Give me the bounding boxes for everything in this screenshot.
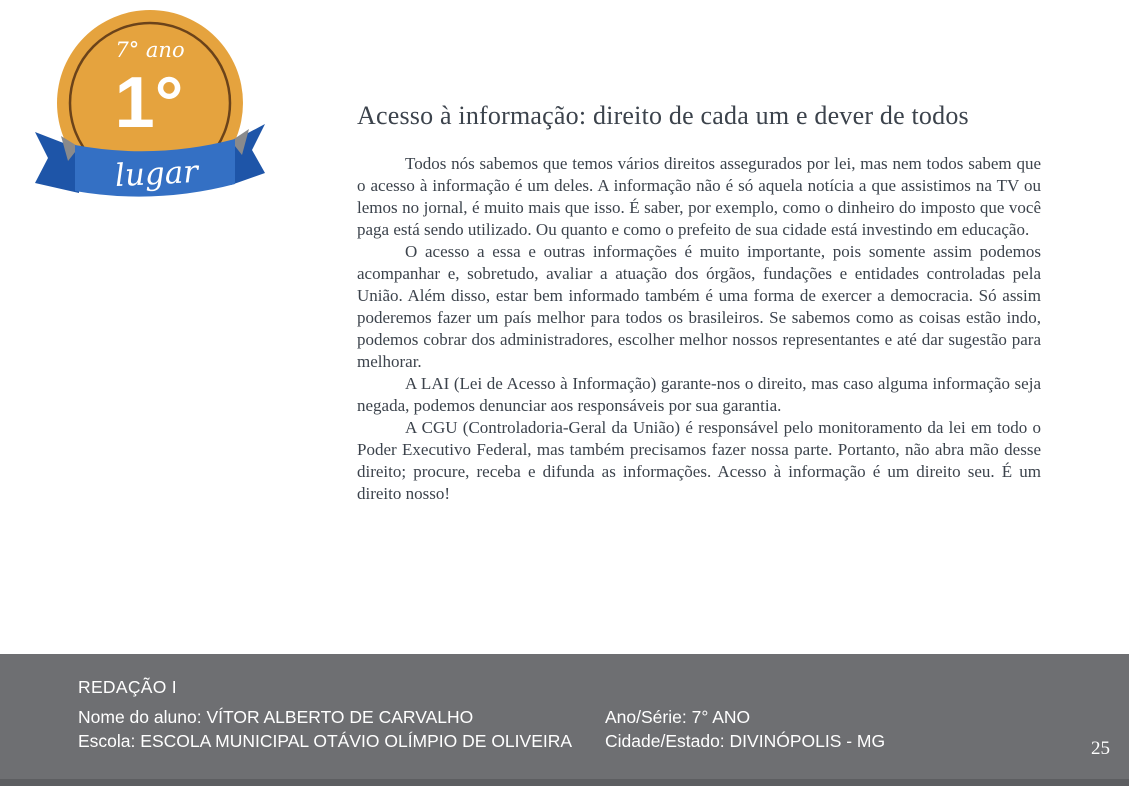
school-label: Escola: [78, 731, 136, 751]
student-name-label: Nome do aluno: [78, 707, 202, 727]
essay-paragraph: A CGU (Controladoria-Geral da União) é responsável pelo monitoramento da lei em todo o Poder Executivo Federal, mas também precisamos fazer nossa parte. Portanto, não abra mão desse direito; procure, receba e difunda as informações. Acesso à informação é um direito seu. É um direito nosso! [357, 418, 1041, 503]
student-info [78, 705, 572, 753]
essay-paragraph: Todos nós sabemos que temos vários direitos assegurados por lei, mas nem todos sabem que o acesso à informação é um deles. A informação não é só aquela notícia a que assistimos na TV ou lemos no jornal, é muito mais que isso. É saber, por exemplo, como o dinheiro do imposto que você paga está sendo utilizado. Ou quanto e como o prefeito de sua cidade está investindo em educação. [357, 154, 1041, 239]
footer-bottom-strip [0, 779, 1129, 786]
location-info [605, 705, 885, 753]
school-line [78, 729, 572, 753]
student-name-value: VÍTOR ALBERTO DE CARVALHO [206, 707, 474, 727]
page-footer [0, 654, 1129, 786]
grade-label: Ano/Série: [605, 707, 687, 727]
essay-article [357, 100, 1041, 505]
city-line [605, 729, 885, 753]
city-label: Cidade/Estado: [605, 731, 725, 751]
page-number: 25 [1091, 738, 1110, 759]
page-title: Acesso à informação: direito de cada um e dever de todos [357, 101, 969, 130]
section-label: REDAÇÃO I [78, 677, 177, 697]
badge-grade-label: 7° ano [115, 38, 185, 62]
student-name-line [78, 705, 572, 729]
essay-paragraph: O acesso a essa e outras informações é muito importante, pois somente assim podemos acompanhar e, sobretudo, avaliar a atuação dos órgãos, fundações e entidades controladas pela União. Além disso, estar bem informado também é uma forma de exercer a democracia. Só assim poderemos fazer um país melhor para todos os brasileiros. Se sabemos como as coisas estão indo, podemos cobrar dos administradores, escolher melhor nossos representantes e até dar sugestão para melhorar. [357, 242, 1041, 371]
essay-paragraph: A LAI (Lei de Acesso à Informação) garante-nos o direito, mas caso alguma informação seja negada, podemos denunciar aos responsáveis por sua garantia. [357, 374, 1041, 415]
award-badge [22, 8, 282, 208]
grade-line [605, 705, 885, 729]
grade-value: 7° ANO [691, 707, 751, 727]
ribbon-place-word: lugar [114, 153, 199, 195]
school-value: ESCOLA MUNICIPAL OTÁVIO OLÍMPIO DE OLIVEIRA [140, 731, 573, 751]
badge-place-number: 1° [114, 63, 184, 143]
city-value: DIVINÓPOLIS - MG [729, 731, 886, 751]
